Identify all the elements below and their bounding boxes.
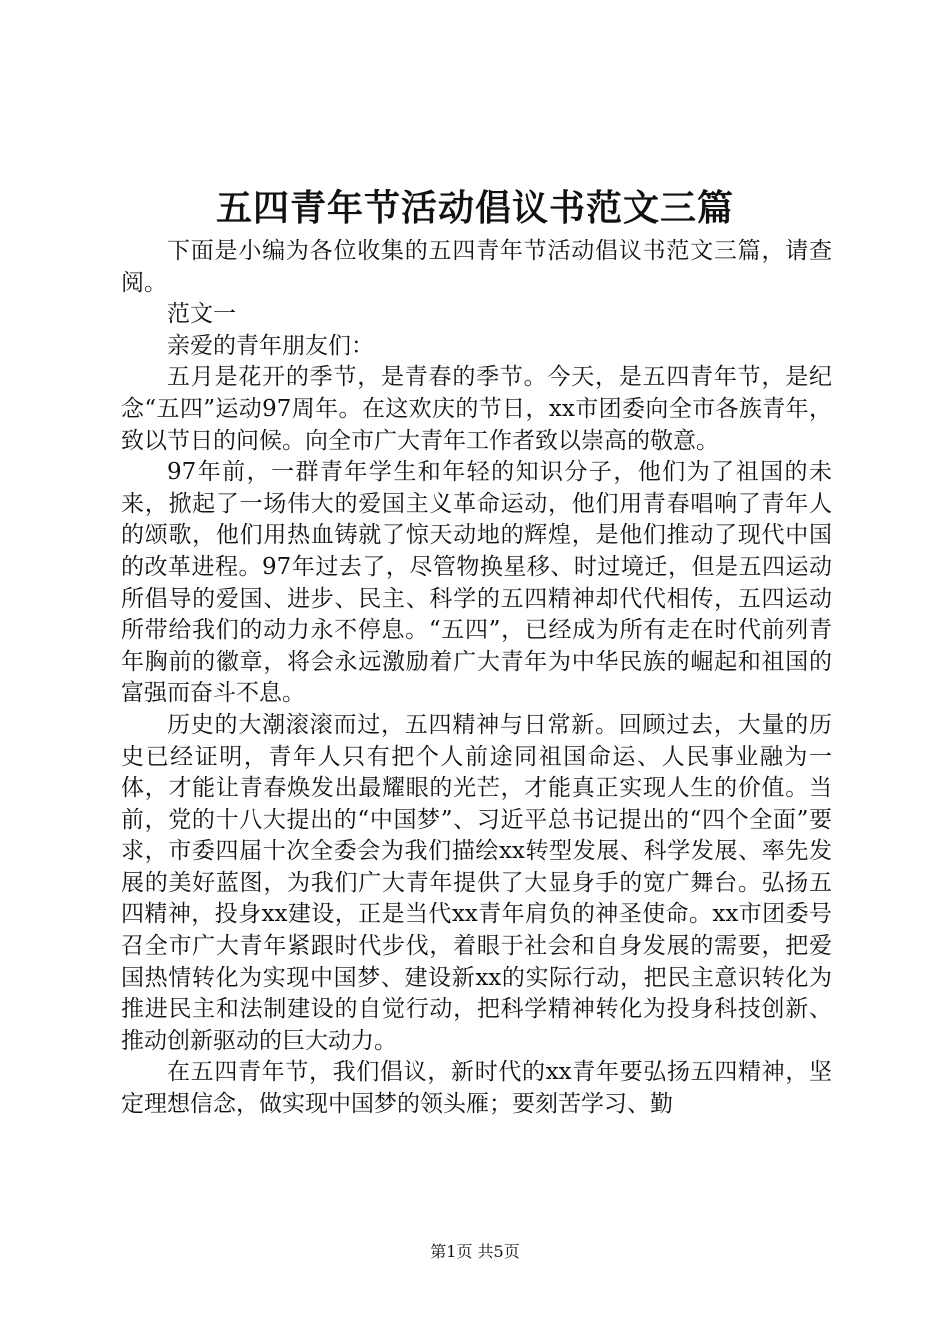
- page-footer: 第1页 共5页: [430, 1242, 520, 1261]
- paragraph-body: 历史的大潮滚滚而过，五四精神与日常新。回顾过去，大量的历史已经证明，青年人只有把个人前途同祖国命运、人民事业融为一体，才能让青春焕发出最耀眼的光芒，才能真正实现人生的价值。当前，党的十八大提出的“中国梦”、习近平总书记提出的“四个全面”要求，市委四届十次全委会为我们描绘xx转型发展、科学发展、率先发展的美好蓝图，为我们广大青年提供了大显身手的宽广舞台。弘扬五四精神，投身xx建设，正是当代xx青年肩负的神圣使命。xx市团委号召全市广大青年紧跟时代步伐，着眼于社会和自身发展的需要，把爱国热情转化为实现中国梦、建设新xx的实际行动，把民主意识转化为推进民主和法制建设的自觉行动，把科学精神转化为投身科技创新、推动创新驱动的巨大动力。: [121, 711, 832, 1054]
- paragraph-body: 在五四青年节，我们倡议，新时代的xx青年要弘扬五四精神，坚定理想信念，做实现中国梦的领头雁；要刻苦学习、勤: [121, 1059, 832, 1118]
- paragraph-salutation: 亲爱的青年朋友们：: [167, 332, 374, 359]
- paragraph-sample-heading: 范文一: [167, 301, 236, 328]
- paragraph-intro: 下面是小编为各位收集的五四青年节活动倡议书范文三篇，请查阅。: [121, 238, 832, 296]
- document-body: [121, 236, 832, 1121]
- paragraph-body: 五月是花开的季节，是青春的季节。今天，是五四青年节，是纪念“五四”运动97周年。在这欢庆的节日，xx市团委向全市各族青年，致以节日的问候。向全市广大青年工作者致以崇高的敬意。: [121, 364, 832, 454]
- document-title: 五四青年节活动倡议书范文三篇: [215, 187, 734, 229]
- paragraph-body: 97年前，一群青年学生和年轻的知识分子，他们为了祖国的未来，掀起了一场伟大的爱国主义革命运动，他们用青春唱响了青年人的颂歌，他们用热血铸就了惊天动地的辉煌，是他们推动了现代中国的改革进程。97年过去了，尽管物换星移、时过境迁，但是五四运动所倡导的爱国、进步、民主、科学的五四精神却代代相传，五四运动所带给我们的动力永不停息。“五四”，已经成为所有走在时代前列青年胸前的徽章，将会永远激励着广大青年为中华民族的崛起和祖国的富强而奋斗不息。: [121, 459, 832, 707]
